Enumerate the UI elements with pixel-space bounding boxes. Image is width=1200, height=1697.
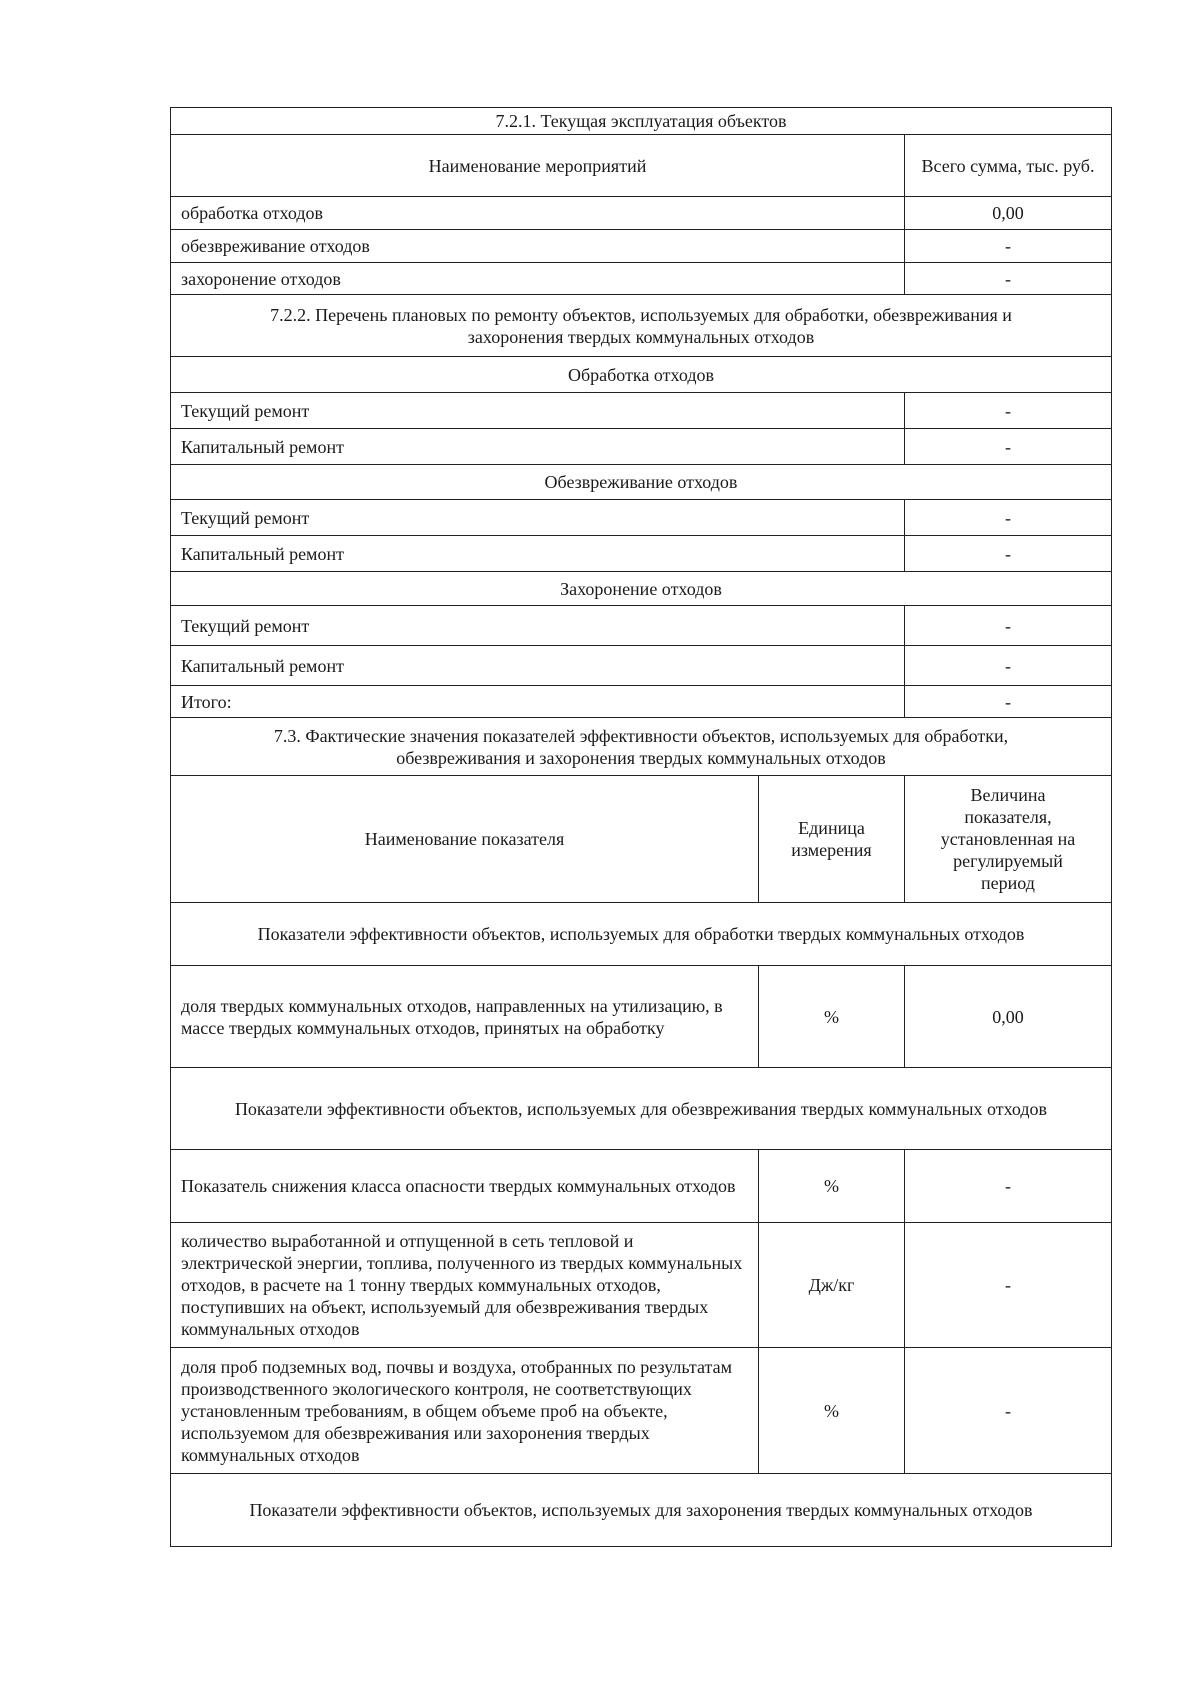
indicator-value: - bbox=[905, 1150, 1111, 1223]
row-label: захоронение отходов bbox=[171, 263, 905, 295]
indicator-value: - bbox=[905, 1348, 1111, 1474]
header-total-sum: Всего сумма, тыс. руб. bbox=[905, 135, 1111, 197]
row-label: обработка отходов bbox=[171, 197, 905, 230]
indicator-unit: % bbox=[759, 1150, 905, 1223]
row-label: Текущий ремонт bbox=[171, 393, 905, 429]
row-value: - bbox=[905, 536, 1111, 572]
subsection-neutralization: Показатели эффективности объектов, используемых для обезвреживания твердых коммунальных отходов bbox=[171, 1068, 1111, 1150]
subsection-processing: Показатели эффективности объектов, используемых для обработки твердых коммунальных отходов bbox=[171, 903, 1111, 966]
row-label: Капитальный ремонт bbox=[171, 429, 905, 465]
group-heading: Обработка отходов bbox=[171, 357, 1111, 393]
row-value: - bbox=[905, 646, 1111, 686]
header-event-name: Наименование мероприятий bbox=[171, 135, 905, 197]
section-title-7-2-2: 7.2.2. Перечень плановых по ремонту объектов, используемых для обработки, обезвреживания и захоронения твердых коммунальных отходов bbox=[171, 295, 1111, 357]
group-heading: Захоронение отходов bbox=[171, 572, 1111, 606]
row-label: Текущий ремонт bbox=[171, 606, 905, 646]
header-unit: Единица измерения bbox=[759, 776, 905, 903]
row-value: - bbox=[905, 230, 1111, 263]
indicator-label: доля твердых коммунальных отходов, направленных на утилизацию, в массе твердых коммунальных отходов, принятых на обработку bbox=[171, 966, 759, 1068]
total-value: - bbox=[905, 686, 1111, 718]
row-value: - bbox=[905, 263, 1111, 295]
row-value: 0,00 bbox=[905, 197, 1111, 230]
row-label: обезвреживание отходов bbox=[171, 230, 905, 263]
indicator-unit: % bbox=[759, 1348, 905, 1474]
row-value: - bbox=[905, 500, 1111, 536]
subsection-burial: Показатели эффективности объектов, используемых для захоронения твердых коммунальных отходов bbox=[249, 1500, 1033, 1520]
section-title-7-2-1: 7.2.1. Текущая эксплуатация объектов bbox=[171, 108, 1111, 135]
total-label: Итого: bbox=[171, 686, 905, 718]
row-value: - bbox=[905, 606, 1111, 646]
header-indicator-value: Величина показателя, установленная на регулируемый период bbox=[905, 776, 1111, 903]
indicator-label: количество выработанной и отпущенной в сеть тепловой и электрической энергии, топлива, полученного из твердых коммунальных отходов, в расчете на 1 тонну твердых коммунальных отходов, поступивших на объект, используемый для обезвреживания твердых коммунальных отходов bbox=[171, 1223, 759, 1348]
row-label: Капитальный ремонт bbox=[171, 536, 905, 572]
indicator-label: Показатель снижения класса опасности твердых коммунальных отходов bbox=[171, 1150, 759, 1223]
indicator-value: 0,00 bbox=[905, 966, 1111, 1068]
header-indicator-name: Наименование показателя bbox=[171, 776, 759, 903]
indicator-unit: % bbox=[759, 966, 905, 1068]
indicator-unit: Дж/кг bbox=[759, 1223, 905, 1348]
row-value: - bbox=[905, 393, 1111, 429]
row-value: - bbox=[905, 429, 1111, 465]
indicator-label: доля проб подземных вод, почвы и воздуха, отобранных по результатам производственного экологического контроля, не соответствующих установленным требованиям, в общем объеме проб на объекте, используемом для обезвреживания или захоронения твердых коммунальных отходов bbox=[171, 1348, 759, 1474]
group-heading: Обезвреживание отходов bbox=[171, 465, 1111, 500]
row-label: Текущий ремонт bbox=[171, 500, 905, 536]
indicator-value: - bbox=[905, 1223, 1111, 1348]
row-label: Капитальный ремонт bbox=[171, 646, 905, 686]
section-title-7-3: 7.3. Фактические значения показателей эффективности объектов, используемых для обработки, обезвреживания и захоронения твердых коммунальных отходов bbox=[171, 718, 1111, 776]
